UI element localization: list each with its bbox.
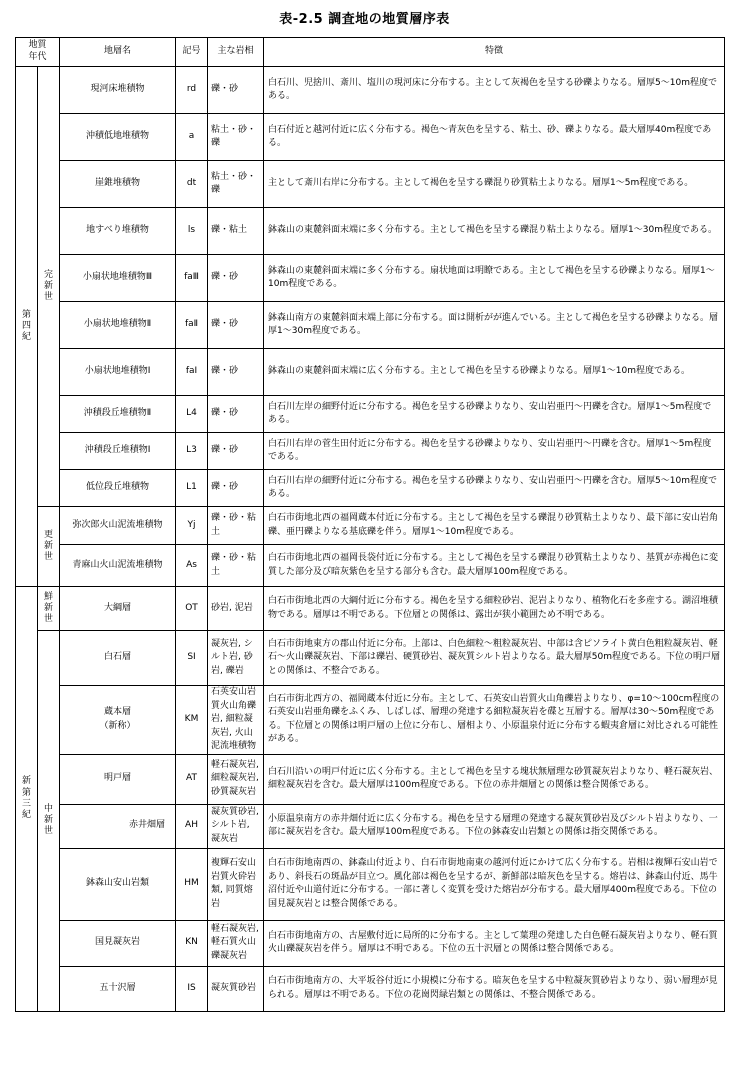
lithology: 砂岩, 泥岩 [208, 587, 264, 631]
lithology: 礫・砂・粘土 [208, 507, 264, 545]
formation-symbol: KM [176, 686, 208, 755]
lithology: 石英安山岩質火山角礫岩, 細粒凝灰岩, 火山泥流堆積物 [208, 686, 264, 755]
formation-name: 青麻山火山泥流堆積物 [60, 545, 176, 587]
lithology: 凝灰岩, シルト岩, 砂岩, 礫岩 [208, 631, 264, 686]
lithology: 礫・砂 [208, 67, 264, 114]
header-age: 地質年代 [16, 38, 60, 67]
feature-text: 鉢森山の東麓斜面末端に多く分布する。主として褐色を呈する礫混り粘土よりなる。層厚1～30m程度である。 [264, 208, 725, 255]
feature-text: 白石川右岸の菅生田付近に分布する。褐色を呈する砂礫よりなり、安山岩亜円～円礫を含む。層厚1～5m程度である。 [264, 433, 725, 470]
table-row [16, 208, 725, 255]
formation-name: 大綱層 [60, 587, 176, 631]
table-title: 表-2.5 調査地の地質層序表 [279, 12, 450, 27]
formation-name: 蔵本層 （新称） [60, 686, 176, 755]
formation-name: 国見凝灰岩 [60, 920, 176, 966]
lithology: 礫・砂 [208, 349, 264, 396]
feature-text: 白石市街北西方の、福岡蔵本付近に分布。主として、石英安山岩質火山角礫岩よりなり、φ=10～100cm程度の石英安山岩亜角礫をふくみ、しばしば、層理の発達する細粒凝灰岩を碟と互層する。層厚は30～50m程度である。下位層との関係は明戸層の上位に分布し、層相より、小原温泉付近に分布する蝦夷倉層に対比される可能性がある。 [264, 686, 725, 755]
lithology: 粘土・砂・礫 [208, 114, 264, 161]
formation-name: 五十沢層 [60, 966, 176, 1011]
formation-name: 白石層 [60, 631, 176, 686]
table-row [16, 507, 725, 545]
epoch-cell: 更新世 [38, 507, 60, 587]
lithology: 複輝石安山岩質火砕岩類, 同質熔岩 [208, 848, 264, 920]
feature-text: 白石市街地東方の郡山付近に分布。上部は、白色細粒～粗粒凝灰岩、中部は含ピソライト黄白色粗粒凝灰岩、軽石～火山礫凝灰岩、下部は礫岩、硬質砂岩、凝灰質シルト岩よりなる。最大層厚50m程度である。下位の明戸層との関係は、不整合である。 [264, 631, 725, 686]
formation-name: 弥次郎火山泥流堆積物 [60, 507, 176, 545]
formation-name: 鉢森山安山岩類 [60, 848, 176, 920]
stratigraphy-table [15, 37, 725, 1012]
table-row [16, 754, 725, 804]
formation-symbol: ls [176, 208, 208, 255]
formation-symbol: HM [176, 848, 208, 920]
lithology: 礫・砂 [208, 433, 264, 470]
formation-symbol: SI [176, 631, 208, 686]
formation-name: 小扇状地堆積物Ⅱ [60, 302, 176, 349]
formation-name: 現河床堆積物 [60, 67, 176, 114]
formation-name: 沖積段丘堆積物Ⅰ [60, 433, 176, 470]
feature-text: 白石市街地北西の福岡蔵本付近に分布する。主として褐色を呈する礫混り砂質粘土よりなり、最下部に安山岩角礫、亜円礫よりなる基底礫を伴う。層厚1～10m程度である。 [264, 507, 725, 545]
formation-symbol: dt [176, 161, 208, 208]
feature-text: 鉢森山の東麓斜面末端に広く分布する。主として褐色を呈する砂礫よりなる。層厚1～10m程度である。 [264, 349, 725, 396]
formation-name: 沖積低地堆積物 [60, 114, 176, 161]
formation-symbol: L1 [176, 470, 208, 507]
formation-name: 明戸層 [60, 754, 176, 804]
header-feature: 特徴 [264, 38, 725, 67]
table-row [16, 631, 725, 686]
epoch-cell: 完新世 [38, 67, 60, 507]
lithology: 礫・粘土 [208, 208, 264, 255]
lithology: 粘土・砂・礫 [208, 161, 264, 208]
header-row [16, 38, 725, 67]
formation-name: 小扇状地堆積物Ⅰ [60, 349, 176, 396]
formation-symbol: L3 [176, 433, 208, 470]
formation-name: 低位段丘堆積物 [60, 470, 176, 507]
lithology: 礫・砂 [208, 302, 264, 349]
formation-name: 小扇状地堆積物Ⅲ [60, 255, 176, 302]
formation-symbol: faⅡ [176, 302, 208, 349]
lithology: 軽石凝灰岩, 細粒凝灰岩, 砂質凝灰岩 [208, 754, 264, 804]
table-row [16, 396, 725, 433]
lithology: 礫・砂 [208, 255, 264, 302]
table-row [16, 545, 725, 587]
feature-text: 白石市街地南方の、大平坂谷付近に小規模に分布する。暗灰色を呈する中粒凝灰質砂岩よりなり、弱い層理が見られる。層厚は不明である。下位の花崗閃緑岩類との関係は、不整合関係である。 [264, 966, 725, 1011]
feature-text: 鉢森山南方の東麓斜面末端上部に分布する。面は開析がが進んでいる。主として褐色を呈する砂礫よりなる。層厚1～30m程度である。 [264, 302, 725, 349]
table-row [16, 349, 725, 396]
table-row [16, 920, 725, 966]
lithology: 礫・砂・粘土 [208, 545, 264, 587]
table-row [16, 587, 725, 631]
lithology: 凝灰質砂岩 [208, 966, 264, 1011]
epoch-cell: 中新世 [38, 631, 60, 1012]
formation-symbol: AT [176, 754, 208, 804]
table-row [16, 302, 725, 349]
era-cell: 新第三紀 [16, 587, 38, 1012]
feature-text: 白石付近と越河付近に広く分布する。褐色～青灰色を呈する、粘土、砂、礫よりなる。最大層厚40m程度である。 [264, 114, 725, 161]
feature-text: 白石川右岸の細野付近に分布する。褐色を呈する砂礫よりなり、安山岩亜円～円礫を含む。層厚5～10m程度である。 [264, 470, 725, 507]
table-row [16, 966, 725, 1011]
lithology: 軽石凝灰岩, 軽石質火山礫凝灰岩 [208, 920, 264, 966]
feature-text: 白石川左岸の細野付近に分布する。褐色を呈する砂礫よりなり、安山岩亜円～円礫を含む。層厚1～5m程度である。 [264, 396, 725, 433]
table-row [16, 686, 725, 755]
lithology: 礫・砂 [208, 470, 264, 507]
formation-symbol: IS [176, 966, 208, 1011]
feature-text: 鉢森山の東麓斜面末端に多く分布する。扇状地面は明瞭である。主として褐色を呈する砂礫よりなる。層厚1～10m程度である。 [264, 255, 725, 302]
feature-text: 白石市街地南西の、鉢森山付近より、白石市街地南東の越河付近にかけて広く分布する。岩相は複輝石安山岩であり、斜長石の斑晶が目立つ。風化部は褐色を呈するが、新鮮部は暗灰色を呈する。熔岩は、鉢森山付近、馬牛沼付近や山道付近に分布する。一部に著しく変質を受けた熔岩が分布する。最大層厚400m程度である。下位の国見凝灰岩とは整合関係である。 [264, 848, 725, 920]
formation-name: 崖錐堆積物 [60, 161, 176, 208]
header-name: 地層名 [60, 38, 176, 67]
header-symbol: 記号 [176, 38, 208, 67]
formation-symbol: AH [176, 804, 208, 848]
formation-symbol: KN [176, 920, 208, 966]
table-row [16, 161, 725, 208]
formation-symbol: a [176, 114, 208, 161]
table-row [16, 470, 725, 507]
formation-symbol: Yj [176, 507, 208, 545]
feature-text: 白石市街地北西の福岡長袋付近に分布する。主として褐色を呈する礫混り砂質粘土よりなり、基質が赤褐色に変質した部分及び暗灰紫色を呈する部分も含む。最大層厚100m程度である。 [264, 545, 725, 587]
formation-name: 沖積段丘堆積物Ⅱ [60, 396, 176, 433]
formation-symbol: As [176, 545, 208, 587]
formation-symbol: faⅠ [176, 349, 208, 396]
lithology: 礫・砂 [208, 396, 264, 433]
table-row [16, 848, 725, 920]
table-row [16, 804, 725, 848]
formation-symbol: faⅢ [176, 255, 208, 302]
feature-text: 主として斎川右岸に分布する。主として褐色を呈する礫混り砂質粘土よりなる。層厚1～5m程度である。 [264, 161, 725, 208]
table-row [16, 67, 725, 114]
formation-name: 地すべり堆積物 [60, 208, 176, 255]
header-rock: 主な岩相 [208, 38, 264, 67]
feature-text: 白石川、児捨川、斎川、塩川の現河床に分布する。主として灰褐色を呈する砂礫よりなる。層厚5～10m程度である。 [264, 67, 725, 114]
feature-text: 白石市街地北西の大綱付近に分布する。褐色を呈する細粒砂岩、泥岩よりなり、植物化石を多産する。湖沼堆積物である。層厚は不明である。下位層との関係は、露出が狭小範囲ため不明である。 [264, 587, 725, 631]
feature-text: 白石市街地南方の、古屋敷付近に局所的に分布する。主として葉理の発達した白色軽石凝灰岩よりなり、軽石質火山礫凝灰岩を伴う。層厚は不明である。下位の五十沢層との関係は整合関係である。 [264, 920, 725, 966]
epoch-cell: 鮮新世 [38, 587, 60, 631]
formation-symbol: OT [176, 587, 208, 631]
era-cell: 第四紀 [16, 67, 38, 587]
table-row [16, 255, 725, 302]
table-row [16, 114, 725, 161]
feature-text: 小原温泉南方の赤井畑付近に広く分布する。褐色を呈する層理の発達する凝灰質砂岩及びシルト岩よりなり、一部に凝灰岩を含む。最大層厚100m程度である。下位の鉢森安山岩類との関係は指交関係である。 [264, 804, 725, 848]
lithology: 凝灰質砂岩, シルト岩, 凝灰岩 [208, 804, 264, 848]
formation-name: 赤井畑層 [60, 804, 176, 848]
formation-symbol: rd [176, 67, 208, 114]
formation-symbol: L4 [176, 396, 208, 433]
table-row [16, 433, 725, 470]
feature-text: 白石川沿いの明戸付近に広く分布する。主として褐色を呈する塊状無層理な砂質凝灰岩よりなり、軽石凝灰岩、細粒凝灰岩を含む。最大層厚は100m程度である。下位の赤井畑層との関係は整合関係である。 [264, 754, 725, 804]
